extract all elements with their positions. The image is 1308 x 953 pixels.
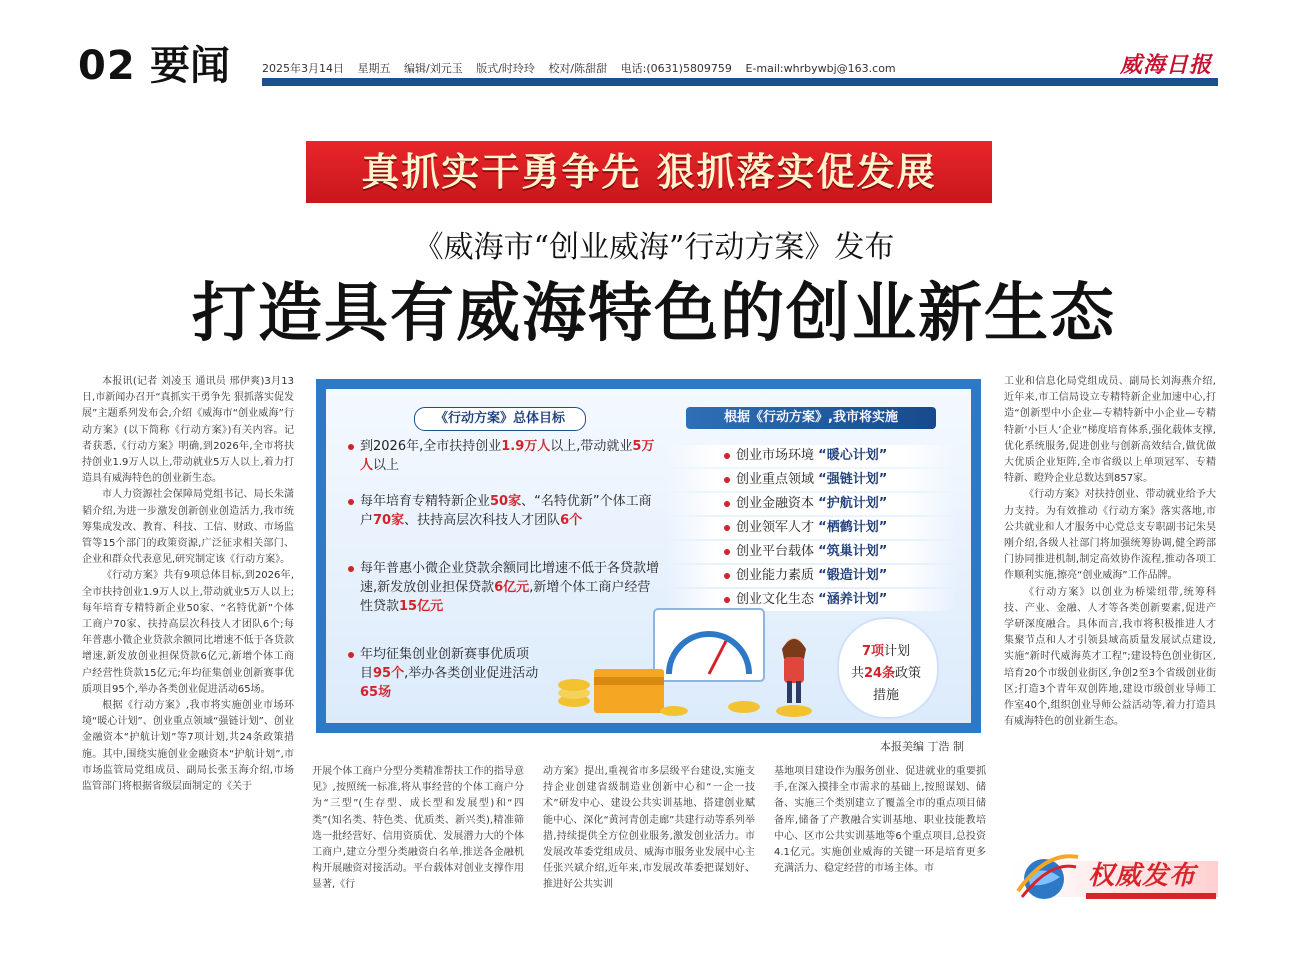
summary-line	[837, 663, 935, 685]
goal-text: 、“名特优新”个体工商户	[360, 494, 652, 528]
summary-line: 措施	[872, 688, 899, 703]
paragraph: 本报讯(记者 刘凌玉 通讯员 邢伊爽)3月13日,市新闻办召开“真抓实干勇争先 狠抓落实促发展”主题系列发布会,介绍《威海市“创业威海”行动方案》(以下简称《行动方案》)有关内容。记者获悉,《行动方案》明确,到2026年,全市将扶持创业1.9万人以上,带动就业5万人以上,着力打造具有威海特色的创业新生态。	[82, 376, 294, 485]
goal-highlight: 70家	[373, 513, 405, 528]
plan-item	[666, 445, 956, 467]
goal-highlight: 95个	[373, 666, 405, 681]
goal-text: 年均征集创业创新赛事优质项目	[360, 647, 530, 681]
paragraph: 《行动方案》以创业为桥梁纽带,统筹科技、产业、金融、人才等各类创新要素,促进产学研深度融合。具体而言,我市将积极推进人才集聚节点和人才引领县域高质量发展试点建设,实施“新时代威海英才工程”;建设特色创业街区,培育20个市级创业街区,争创2至3个省级创业街区;打造3个青年双创阵地,建设市级创业导师工作室40个,组织创业导师公益活动等,着力打造具有威海特色的创业新生态。	[1004, 586, 1216, 728]
plan-name: “锻造计划”	[818, 568, 888, 583]
summary-word: 共	[850, 666, 864, 681]
page-number: 02	[78, 43, 136, 89]
summary-word: 计划	[884, 644, 911, 659]
goal-highlight: 1.9万人	[501, 439, 551, 454]
goal-text: ,举办各类创业促进活动	[404, 666, 539, 681]
plan-area: 创业平台载体	[736, 544, 815, 559]
goal-text: 以上	[373, 458, 400, 473]
plan-area: 创业领军人才	[736, 520, 815, 535]
summary-highlight: 7项	[861, 644, 885, 659]
summary-word: 政策	[895, 666, 922, 681]
plan-item	[666, 541, 956, 563]
paragraph: 开展个体工商户分型分类精准帮扶工作的指导意见》,按照统一标准,将从事经营的个体工商户分为“三型”(生存型、成长型和发展型)和“四类”(知名类、特色类、优质类、新兴类),精准筛选一批经营好、信用资质优、发展潜力大的个体工商户,建立分型分类融资白名单,推送各金融机构开展融资对接活动。平台载体对创业支撑作用显著,《行	[312, 766, 524, 891]
infographic	[316, 379, 981, 733]
summary-highlight: 24条	[863, 666, 896, 681]
header-rule	[262, 78, 1218, 86]
plans-title: 根据《行动方案》,我市将实施	[686, 407, 936, 429]
article-column-bottom-2	[543, 764, 755, 914]
article-column-bottom-1	[312, 764, 524, 914]
article-column-left	[82, 374, 294, 914]
goals-title: 《行动方案》总体目标	[414, 407, 586, 431]
goal-highlight: 6亿元	[494, 580, 530, 595]
paragraph: 基地项目建设作为服务创业、促进就业的重要抓手,在深入摸排全市需求的基础上,按照谋划、储备、实施三个类别建立了覆盖全市的重点项目储备库,储备了产教融合实训基地、职业技能教培中心、区市公共实训基地等6个重点项目,总投资4.1亿元。实施创业威海的关键一环是培育更多充满活力、稳定经营的市场主体。市	[774, 766, 986, 875]
goal-text: ,新增个体工商户经营性贷款	[360, 580, 651, 614]
illustration-icon	[544, 589, 834, 723]
goal-highlight: 50家	[490, 494, 522, 509]
paragraph: 根据《行动方案》,我市将实施创业市场环境“暖心计划”、创业重点领域“强链计划”、创业金融资本“护航计划”等7项计划,共24条政策措施。其中,围绕实施创业金融资本“护航计划”,市市场监管局党组成员、副局长张玉海介绍,市场监管部门将根据省级层面制定的《关于	[82, 700, 294, 793]
paragraph: 《行动方案》共有9项总体目标,到2026年,全市扶持创业1.9万人以上,带动就业5万人以上;每年培育专精特新企业50家、“名特优新”个体工商户70家、扶持高层次科技人才团队6个;每年普惠小微企业贷款余额同比增速不低于各贷款增速,新发放创业担保贷款6亿元,新增个体工商户经营性贷款15亿元;年均征集创业创新赛事优质项目95个,举办各类创业促进活动65场。	[82, 570, 294, 695]
plan-area: 创业文化生态	[736, 592, 815, 607]
infographic-panel	[326, 389, 971, 723]
article-headline: 打造具有威海特色的创业新生态	[192, 276, 1116, 351]
theme-banner	[306, 141, 992, 203]
layout-credit: 版式/时玲玲	[476, 62, 535, 75]
paragraph: 工业和信息化局党组成员、副局长刘海燕介绍,近年来,市工信局设立专精特新企业加速中心,打造“创新型中小企业—专精特新中小企业—专精特新‘小巨人’企业”梯度培育体系,强化载体支撑,优化系统服务,促进创业与创新高效结合,做优做大优质企业矩阵,全市省级以上单项冠军、专精特新、瞪羚企业总数达到857家。	[1004, 376, 1216, 485]
plan-name: “筑巢计划”	[818, 544, 888, 559]
issue-weekday: 星期五	[357, 62, 391, 75]
phone: 电话:(0631)5809759	[620, 62, 732, 75]
goal-text: 到2026年,全市扶持创业	[360, 439, 502, 454]
plan-area: 创业市场环境	[736, 448, 815, 463]
plan-name: “涵养计划”	[818, 592, 888, 607]
paragraph: 《行动方案》对扶持创业、带动就业给予大力支持。为有效推动《行动方案》落实落地,市公共就业和人才服务中心党总支专职副书记朱昊刚介绍,各级人社部门将加强统筹协调,健全跨部门协同推进机制,制定高效协作流程,推动各项工作顺利实施,擦亮“创业威海”工作品牌。	[1004, 489, 1216, 582]
plan-name: “栖鹤计划”	[818, 520, 888, 535]
authority-badge	[1010, 843, 1218, 909]
plan-area: 创业重点领域	[736, 472, 815, 487]
editor-credit: 编辑/刘元玉	[404, 62, 463, 75]
plan-name: “护航计划”	[818, 496, 888, 511]
plan-name: “暖心计划”	[818, 448, 888, 463]
goal-text: 每年普惠小微企业贷款余额同比增速不低于各贷款增速,新发放创业担保贷款	[360, 561, 660, 595]
summary-line	[837, 641, 935, 663]
issue-meta	[262, 60, 906, 76]
section-name: 要闻	[150, 43, 230, 89]
goal-highlight: 6个	[560, 513, 583, 528]
plan-item	[666, 565, 956, 587]
goal-highlight: 65场	[360, 685, 392, 700]
banner-text: 真抓实干勇争先 狠抓落实促发展	[361, 150, 937, 194]
summary-text	[837, 641, 935, 707]
plan-area: 创业能力素质	[736, 568, 815, 583]
goal-highlight: 5万人	[360, 439, 655, 473]
email: E-mail:whrbywbj@163.com	[745, 62, 896, 75]
goal-text: 、扶持高层次科技人才团队	[404, 513, 561, 528]
article-subtitle: 《威海市“创业威海”行动方案》发布	[413, 230, 895, 265]
goal-item	[348, 437, 660, 475]
article-column-right	[1004, 374, 1216, 830]
goal-highlight: 15亿元	[399, 599, 444, 614]
plan-item	[666, 493, 956, 515]
paragraph: 动方案》提出,重视省市多层级平台建设,实施支持企业创建省级制造业创新中心和“一企一技术”研发中心、建设公共实训基地、搭建创业赋能中心、深化“黄河青创走廊”共建行动等系列举措,持续提供全方位创业服务,激发创业活力。市发展改革委党组成员、威海市服务业发展中心主任张兴斌介绍,近年来,市发展改革委把谋划好、推进好公共实训	[543, 766, 755, 891]
badge-text: 权威发布	[1088, 861, 1197, 891]
plan-name: “强链计划”	[818, 472, 888, 487]
badge-bar	[1086, 893, 1216, 899]
infographic-credit: 本报美编 丁浩 制	[880, 740, 964, 753]
proofread-credit: 校对/陈甜甜	[548, 62, 608, 75]
goal-text: 每年培育专精特新企业	[360, 494, 491, 509]
article-column-bottom-3	[774, 764, 986, 914]
plan-item	[666, 469, 956, 491]
plan-area: 创业金融资本	[736, 496, 815, 511]
issue-date: 2025年3月14日	[262, 62, 344, 75]
paragraph: 市人力资源社会保障局党组书记、局长朱潇韬介绍,为进一步激发创新创业创造活力,我市统筹集成发改、教育、科技、工信、财政、市场监管等15个部门的政策资源,广泛征求相关部门、企业和群众代表意见,研究制定该《行动方案》。	[82, 489, 294, 566]
goal-text: 以上,带动就业	[550, 439, 633, 454]
goal-item	[348, 492, 660, 530]
goal-item	[348, 645, 540, 702]
masthead-logo: 威海日报	[1120, 52, 1213, 78]
plan-item	[666, 517, 956, 539]
globe-icon	[1016, 847, 1080, 905]
